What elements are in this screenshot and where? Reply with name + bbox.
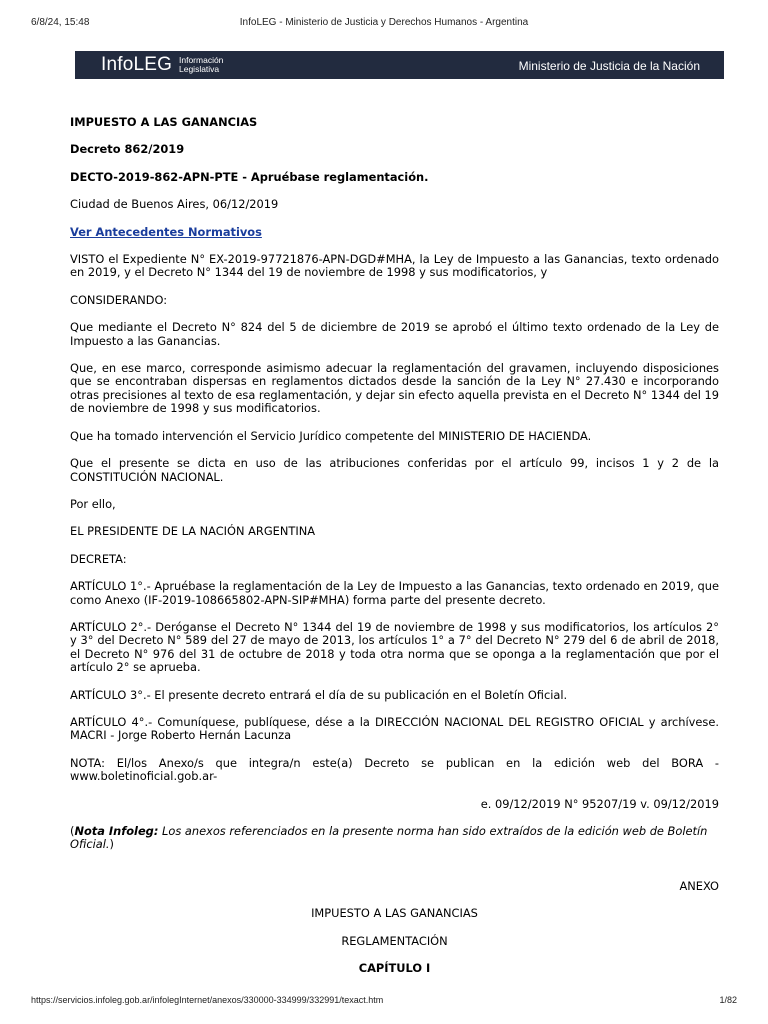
- nota-infoleg: [70, 825, 719, 852]
- considerando-paragraph-2: Que, en ese marco, corresponde asimismo adecuar la reglamentación del gravamen, incluyendo disposiciones que se encontraban dispersas en reglamentos dictados desde la sanción de la Ley N° 27.430 e incorporando otras precisiones al texto de esa reglamentación, y dejar sin efecto aquella prevista en el Decreto N° 1344 del 19 de noviembre de 1998 y sus modificatorios.: [70, 361, 719, 416]
- articulo-4: ARTÍCULO 4°.- Comuníquese, publíquese, dése a la DIRECCIÓN NACIONAL DEL REGISTRO OFICIAL y archívese. MACRI - Jorge Roberto Hernán Lacunza: [70, 714, 719, 743]
- document-heading: IMPUESTO A LAS GANANCIAS: [70, 115, 258, 129]
- print-page-number: 1/82: [719, 995, 737, 1005]
- articulo-2: ARTÍCULO 2°.- Deróganse el Decreto N° 1344 del 19 de noviembre de 1998 y sus modificatorios, los artículos 2° y 3° del Decreto N° 589 del 27 de mayo de 2013, los artículos 1° a 7° del Decreto N° 279 del 6 de abril de 2018, el Decreto N° 976 del 31 de octubre de 2018 y toda otra norma que se oponga a la reglamentación que por el artículo 2° se aprueba.: [70, 619, 719, 675]
- presidente-line: EL PRESIDENTE DE LA NACIÓN ARGENTINA: [70, 524, 316, 539]
- considerando-label: CONSIDERANDO:: [70, 292, 168, 307]
- antecedentes-link[interactable]: Ver Antecedentes Normativos: [70, 224, 262, 239]
- print-footer: [31, 995, 737, 1009]
- anexo-label: ANEXO: [679, 878, 719, 893]
- considerando-paragraph-4: Que el presente se dicta en uso de las atribuciones conferidas por el artículo 99, incisos 1 y 2 de la CONSTITUCIÓN NACIONAL.: [70, 456, 719, 484]
- document-body: [70, 116, 719, 989]
- anexo-title: IMPUESTO A LAS GANANCIAS: [311, 906, 478, 921]
- print-page-title: InfoLEG - Ministerio de Justicia y Derechos Humanos - Argentina: [239, 17, 529, 28]
- articulo-3: ARTÍCULO 3°.- El presente decreto entrará el día de su publicación en el Boletín Oficial.: [70, 687, 568, 702]
- nota-infoleg-close: ): [109, 837, 114, 852]
- ministry-name: Ministerio de Justicia de la Nación: [518, 59, 700, 73]
- reglamentacion-title: REGLAMENTACIÓN: [341, 933, 448, 948]
- considerando-paragraph-3: Que ha tomado intervención el Servicio Jurídico competente del MINISTERIO DE HACIENDA.: [70, 428, 592, 443]
- capitulo-title: CAPÍTULO I: [358, 961, 431, 976]
- visto-paragraph: VISTO el Expediente N° EX-2019-97721876-APN-DGD#MHA, la Ley de Impuesto a las Ganancias, texto ordenado en 2019, y el Decreto N° 1344 del 19 de noviembre de 1998 y sus modificatorios, y: [70, 252, 719, 280]
- logo-sub-line1: Información: [179, 55, 224, 65]
- print-datetime: 6/8/24, 15:48: [31, 17, 90, 28]
- nota-bora: NOTA: El/los Anexo/s que integra/n este(a) Decreto se publican en la edición web del BORA - www.boletinoficial.gob.ar-: [70, 755, 719, 784]
- infoleg-logo-subtitle: [179, 56, 223, 74]
- nota-infoleg-text: Los anexos referenciados en la presente norma han sido extraídos de la edición web de Boletín Oficial.: [70, 824, 708, 852]
- logo-sub-line2: Legislativa: [179, 64, 220, 74]
- nota-infoleg-label: Nota Infoleg:: [74, 824, 159, 838]
- articulo-1: ARTÍCULO 1°.- Apruébase la reglamentación de la Ley de Impuesto a las Ganancias, texto ordenado en 2019, que como Anexo (IF-2019-108665802-APN-SIP#MHA) forma parte del presente decreto.: [70, 579, 719, 607]
- place-date: Ciudad de Buenos Aires, 06/12/2019: [70, 197, 279, 212]
- considerando-paragraph-1: Que mediante el Decreto N° 824 del 5 de diciembre de 2019 se aprobó el último texto ordenado de la Ley de Impuesto a las Ganancias.: [70, 320, 719, 348]
- infoleg-banner: [75, 51, 724, 79]
- print-url: https://servicios.infoleg.gob.ar/infolegInternet/anexos/330000-334999/332991/texact.htm: [31, 995, 384, 1005]
- print-header: [31, 17, 737, 31]
- decree-number: Decreto 862/2019: [70, 142, 185, 157]
- decree-code: DECTO-2019-862-APN-PTE - Apruébase reglamentación.: [70, 169, 429, 184]
- infoleg-logo[interactable]: InfoLEG: [101, 54, 173, 75]
- decreta-label: DECRETA:: [70, 551, 127, 566]
- publication-info: e. 09/12/2019 N° 95207/19 v. 09/12/2019: [480, 796, 719, 811]
- por-ello: Por ello,: [70, 496, 116, 511]
- nota-infoleg-open: (: [70, 824, 75, 838]
